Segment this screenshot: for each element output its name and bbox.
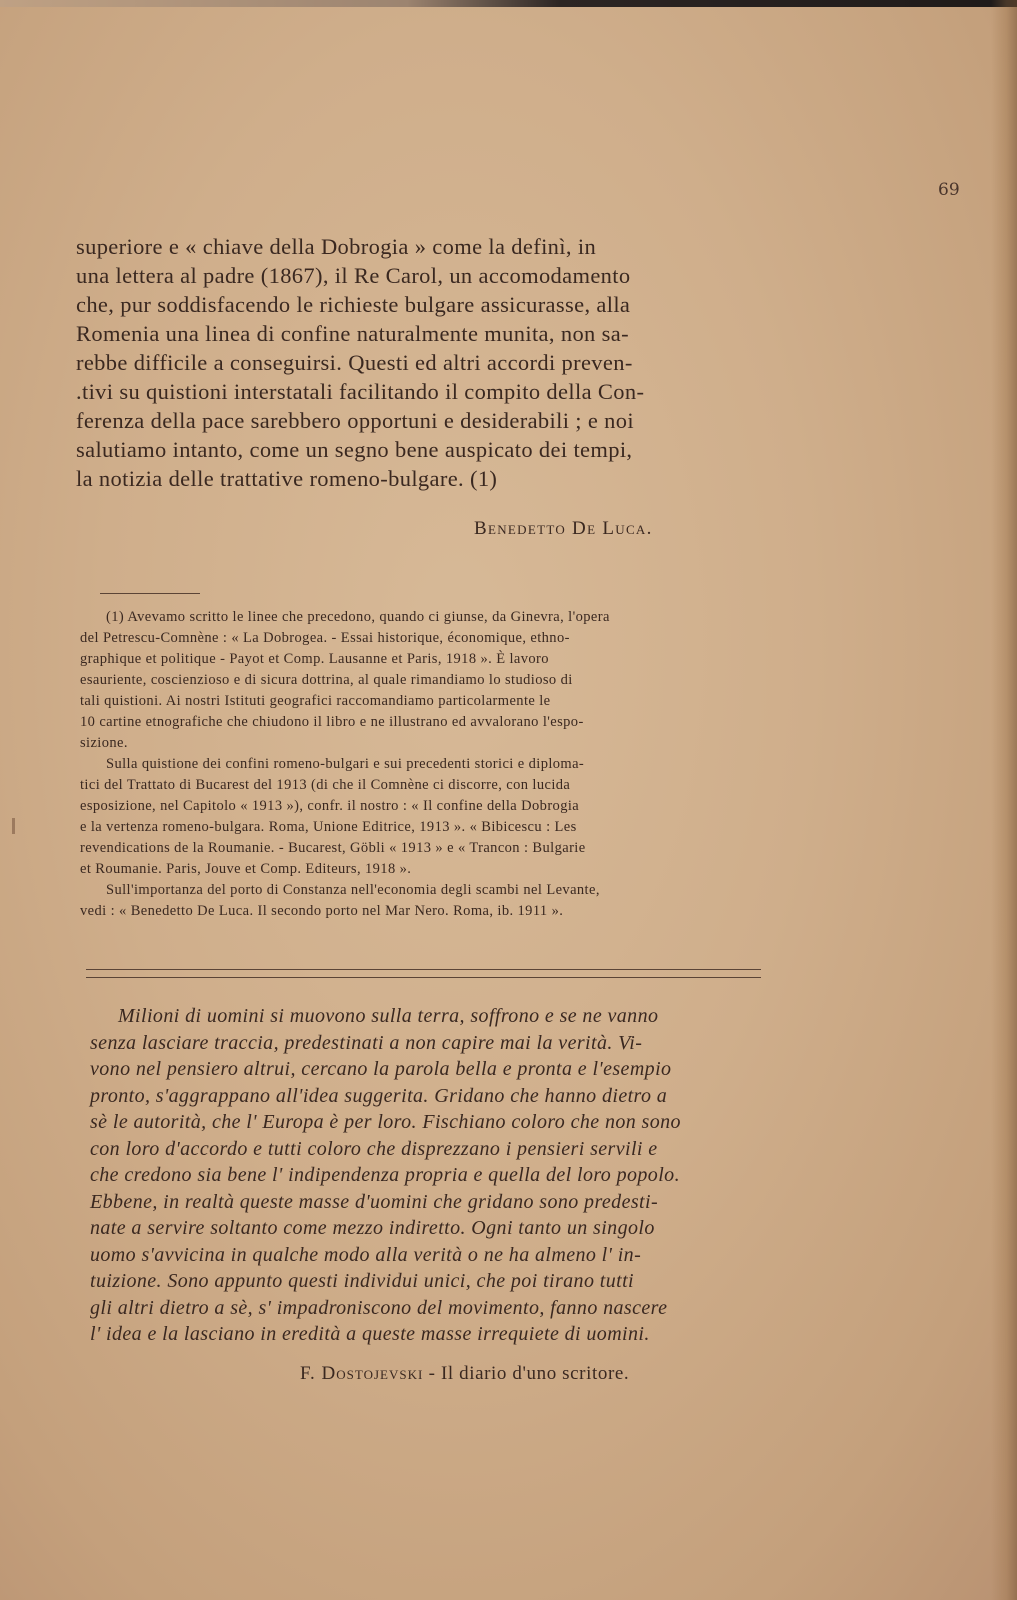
quote-author: F. Dostojevski [300,1363,424,1384]
body-line: salutiamo intanto, come un segno bene auspicato dei tempi, [76,437,633,462]
quote-attribution [300,1363,629,1385]
body-line: una lettera al padre (1867), il Re Carol, un accomodamento [76,263,631,288]
author-signature: Benedetto De Luca. [474,518,653,539]
footnote-separator [100,593,200,594]
footnote-line: del Petrescu-Comnène : « La Dobrogea. - Essai historique, économique, ethno- [80,630,570,646]
footnote-line: graphique et politique - Payot et Comp. Lausanne et Paris, 1918 ». È lavoro [80,651,549,667]
body-line: .tivi su quistioni interstatali facilitando il compito della Con- [76,379,645,404]
quote-line: tuizione. Sono appunto questi individui unici, che poi tirano tutti [90,1270,634,1292]
footnote-line: esauriente, coscienzioso e di sicura dottrina, al quale rimandiamo lo studioso di [80,672,573,688]
footnote-line: e la vertenza romeno-bulgara. Roma, Unione Editrice, 1913 ». « Bibicescu : Les [80,819,577,835]
footnote-line: Sulla quistione dei confini romeno-bulgari e sui precedenti storici e diploma- [106,756,585,772]
body-line: ferenza della pace sarebbero opportuni e desiderabili ; e noi [76,408,634,433]
page-right-edge [991,0,1017,1600]
footnote [80,607,770,922]
body-line: rebbe difficile a conseguirsi. Questi ed altri accordi preven- [76,350,633,375]
body-line: Romenia una linea di confine naturalmente munita, non sa- [76,321,629,346]
footnote-line: vedi : « Benedetto De Luca. Il secondo porto nel Mar Nero. Roma, ib. 1911 ». [80,903,564,919]
footnote-line: tali quistioni. Ai nostri Istituti geografici raccomandiamo particolarmente le [80,693,551,709]
quote-line: che credono sia bene l' indipendenza propria e quella del loro popolo. [90,1164,680,1186]
footnote-line: tici del Trattato di Bucarest del 1913 (di che il Comnène ci discorre, con lucida [80,777,571,793]
margin-mark [12,818,15,834]
quote-line: Ebbene, in realtà queste masse d'uomini che gridano sono predesti- [90,1190,659,1213]
page-number: 69 [938,180,960,200]
quote-line: Milioni di uomini si muovono sulla terra, soffrono e se ne vanno [118,1005,659,1027]
body-line: la notizia delle trattative romeno-bulgare. (1) [76,466,498,491]
quote-line: sè le autorità, che l' Europa è per loro. Fischiano coloro che non sono [90,1111,681,1133]
quote-line: con loro d'accordo e tutti coloro che disprezzano i pensieri servili e [90,1137,658,1160]
footnote-line: 10 cartine etnografiche che chiudono il libro e ne illustrano ed avvalorano l'espo- [80,714,584,730]
quote-line: l' idea e la lasciano in eredità a queste masse irrequiete di uomini. [90,1323,650,1345]
footnote-line: sizione. [80,735,128,751]
quote-line: nate a servire soltanto come mezzo indiretto. Ogni tanto un singolo [90,1217,655,1239]
article-body [76,232,776,493]
footnote-line: revendications de la Roumanie. - Bucarest, Göbli « 1913 » e « Trancon : Bulgarie [80,840,586,856]
scan-top-edge [0,0,1017,7]
quote-line: uomo s'avvicina in qualche modo alla verità o ne ha almeno l' in- [90,1243,642,1266]
quote-work-title: - Il diario d'uno scritore. [423,1363,630,1384]
body-line: che, pur soddisfacendo le richieste bulgare assicurasse, alla [76,292,631,317]
epigraph-quote [90,1003,770,1348]
footnote-line: esposizione, nel Capitolo « 1913 »), confr. il nostro : « Il confine della Dobrogia [80,798,580,814]
footnote-line: et Roumanie. Paris, Jouve et Comp. Editeurs, 1918 ». [80,861,412,877]
quote-line: vono nel pensiero altrui, cercano la parola bella e pronta e l'esempio [90,1058,672,1080]
footnote-line: (1) Avevamo scritto le linee che precedono, quando ci giunse, da Ginevra, l'opera [106,609,610,625]
footnote-line: Sull'importanza del porto di Constanza nell'economia degli scambi nel Levante, [106,882,600,898]
section-divider [86,969,761,978]
body-line: superiore e « chiave della Dobrogia » come la definì, in [76,234,597,259]
quote-line: pronto, s'aggrappano all'idea suggerita. Gridano che hanno dietro a [90,1084,668,1107]
quote-line: senza lasciare traccia, predestinati a non capire mai la verità. Vi- [90,1031,643,1054]
quote-line: gli altri dietro a sè, s' impadroniscono del movimento, fanno nascere [90,1296,668,1319]
